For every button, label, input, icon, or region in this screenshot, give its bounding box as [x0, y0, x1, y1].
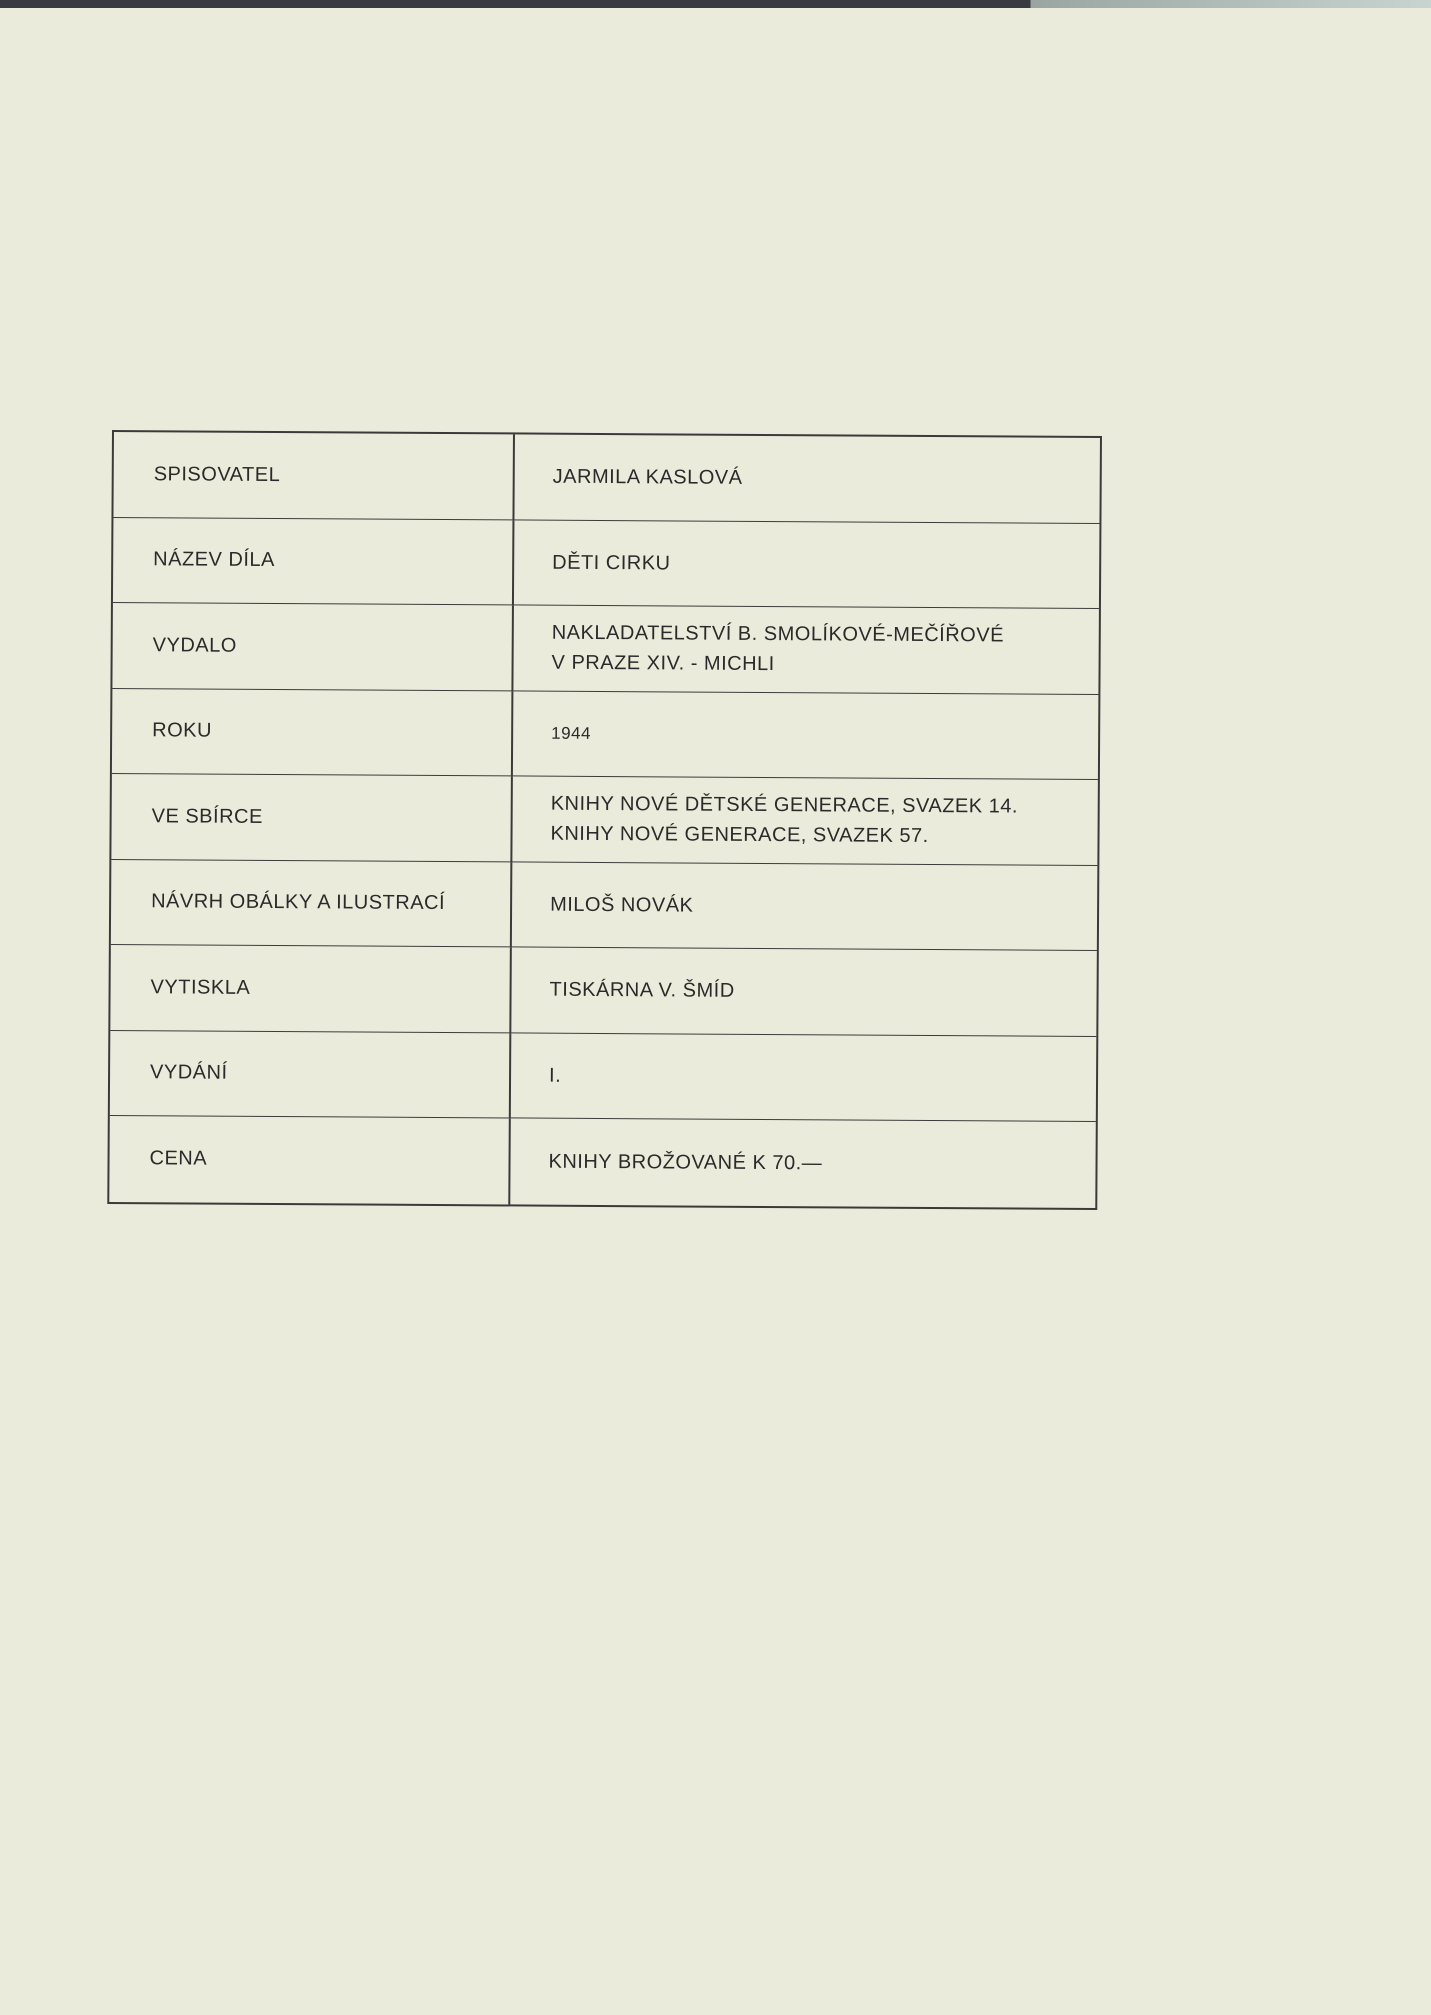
row-label: SPISOVATEL: [113, 432, 515, 519]
value-line: NAKLADATELSTVÍ B. SMOLÍKOVÉ-MEČÍŘOVÉ: [551, 621, 1005, 647]
colophon-row-author: [113, 432, 1100, 524]
colophon-row-series: [111, 774, 1098, 866]
row-value: [512, 776, 1098, 864]
row-label: VYTISKLA: [110, 945, 512, 1032]
value-line: JARMILA KASLOVÁ: [552, 465, 743, 490]
colophon-table: [107, 430, 1102, 1210]
value-line: TISKÁRNA V. ŠMÍD: [549, 978, 735, 1003]
row-value: [513, 605, 1099, 693]
colophon-row-illustrator: [111, 860, 1098, 952]
row-value: [514, 434, 1100, 522]
value-line: 1944: [551, 723, 592, 743]
value-line: DĚTI CIRKU: [552, 551, 671, 575]
value-line: KNIHY BROŽOVANÉ K 70.—: [548, 1150, 823, 1175]
colophon-row-publisher: [112, 603, 1099, 695]
page-top-edge: [0, 0, 1431, 8]
row-label: CENA: [109, 1116, 511, 1204]
row-value: [511, 1033, 1097, 1121]
value-line: I.: [548, 1064, 562, 1087]
colophon-row-edition: [110, 1031, 1097, 1123]
colophon-row-price: [109, 1116, 1096, 1208]
row-label: NÁZEV DÍLA: [113, 518, 515, 605]
row-value: [513, 691, 1099, 779]
row-value: [510, 1118, 1096, 1207]
row-value: [512, 862, 1098, 950]
value-line: KNIHY NOVÉ DĚTSKÉ GENERACE, SVAZEK 14.: [550, 792, 1019, 818]
value-line: MILOŠ NOVÁK: [550, 893, 694, 917]
row-label: ROKU: [112, 689, 514, 776]
colophon-row-title: [113, 518, 1100, 610]
value-line: KNIHY NOVÉ GENERACE, SVAZEK 57.: [550, 822, 929, 848]
row-label: VE SBÍRCE: [111, 774, 513, 861]
row-value: [514, 520, 1100, 608]
colophon-row-year: [112, 689, 1099, 781]
row-label: VYDÁNÍ: [110, 1031, 512, 1118]
value-line: V PRAZE XIV. - MICHLI: [551, 651, 775, 676]
row-label: NÁVRH OBÁLKY A ILUSTRACÍ: [111, 860, 513, 947]
row-value: [511, 947, 1097, 1035]
colophon-row-printer: [110, 945, 1097, 1037]
row-label: VYDALO: [112, 603, 514, 690]
